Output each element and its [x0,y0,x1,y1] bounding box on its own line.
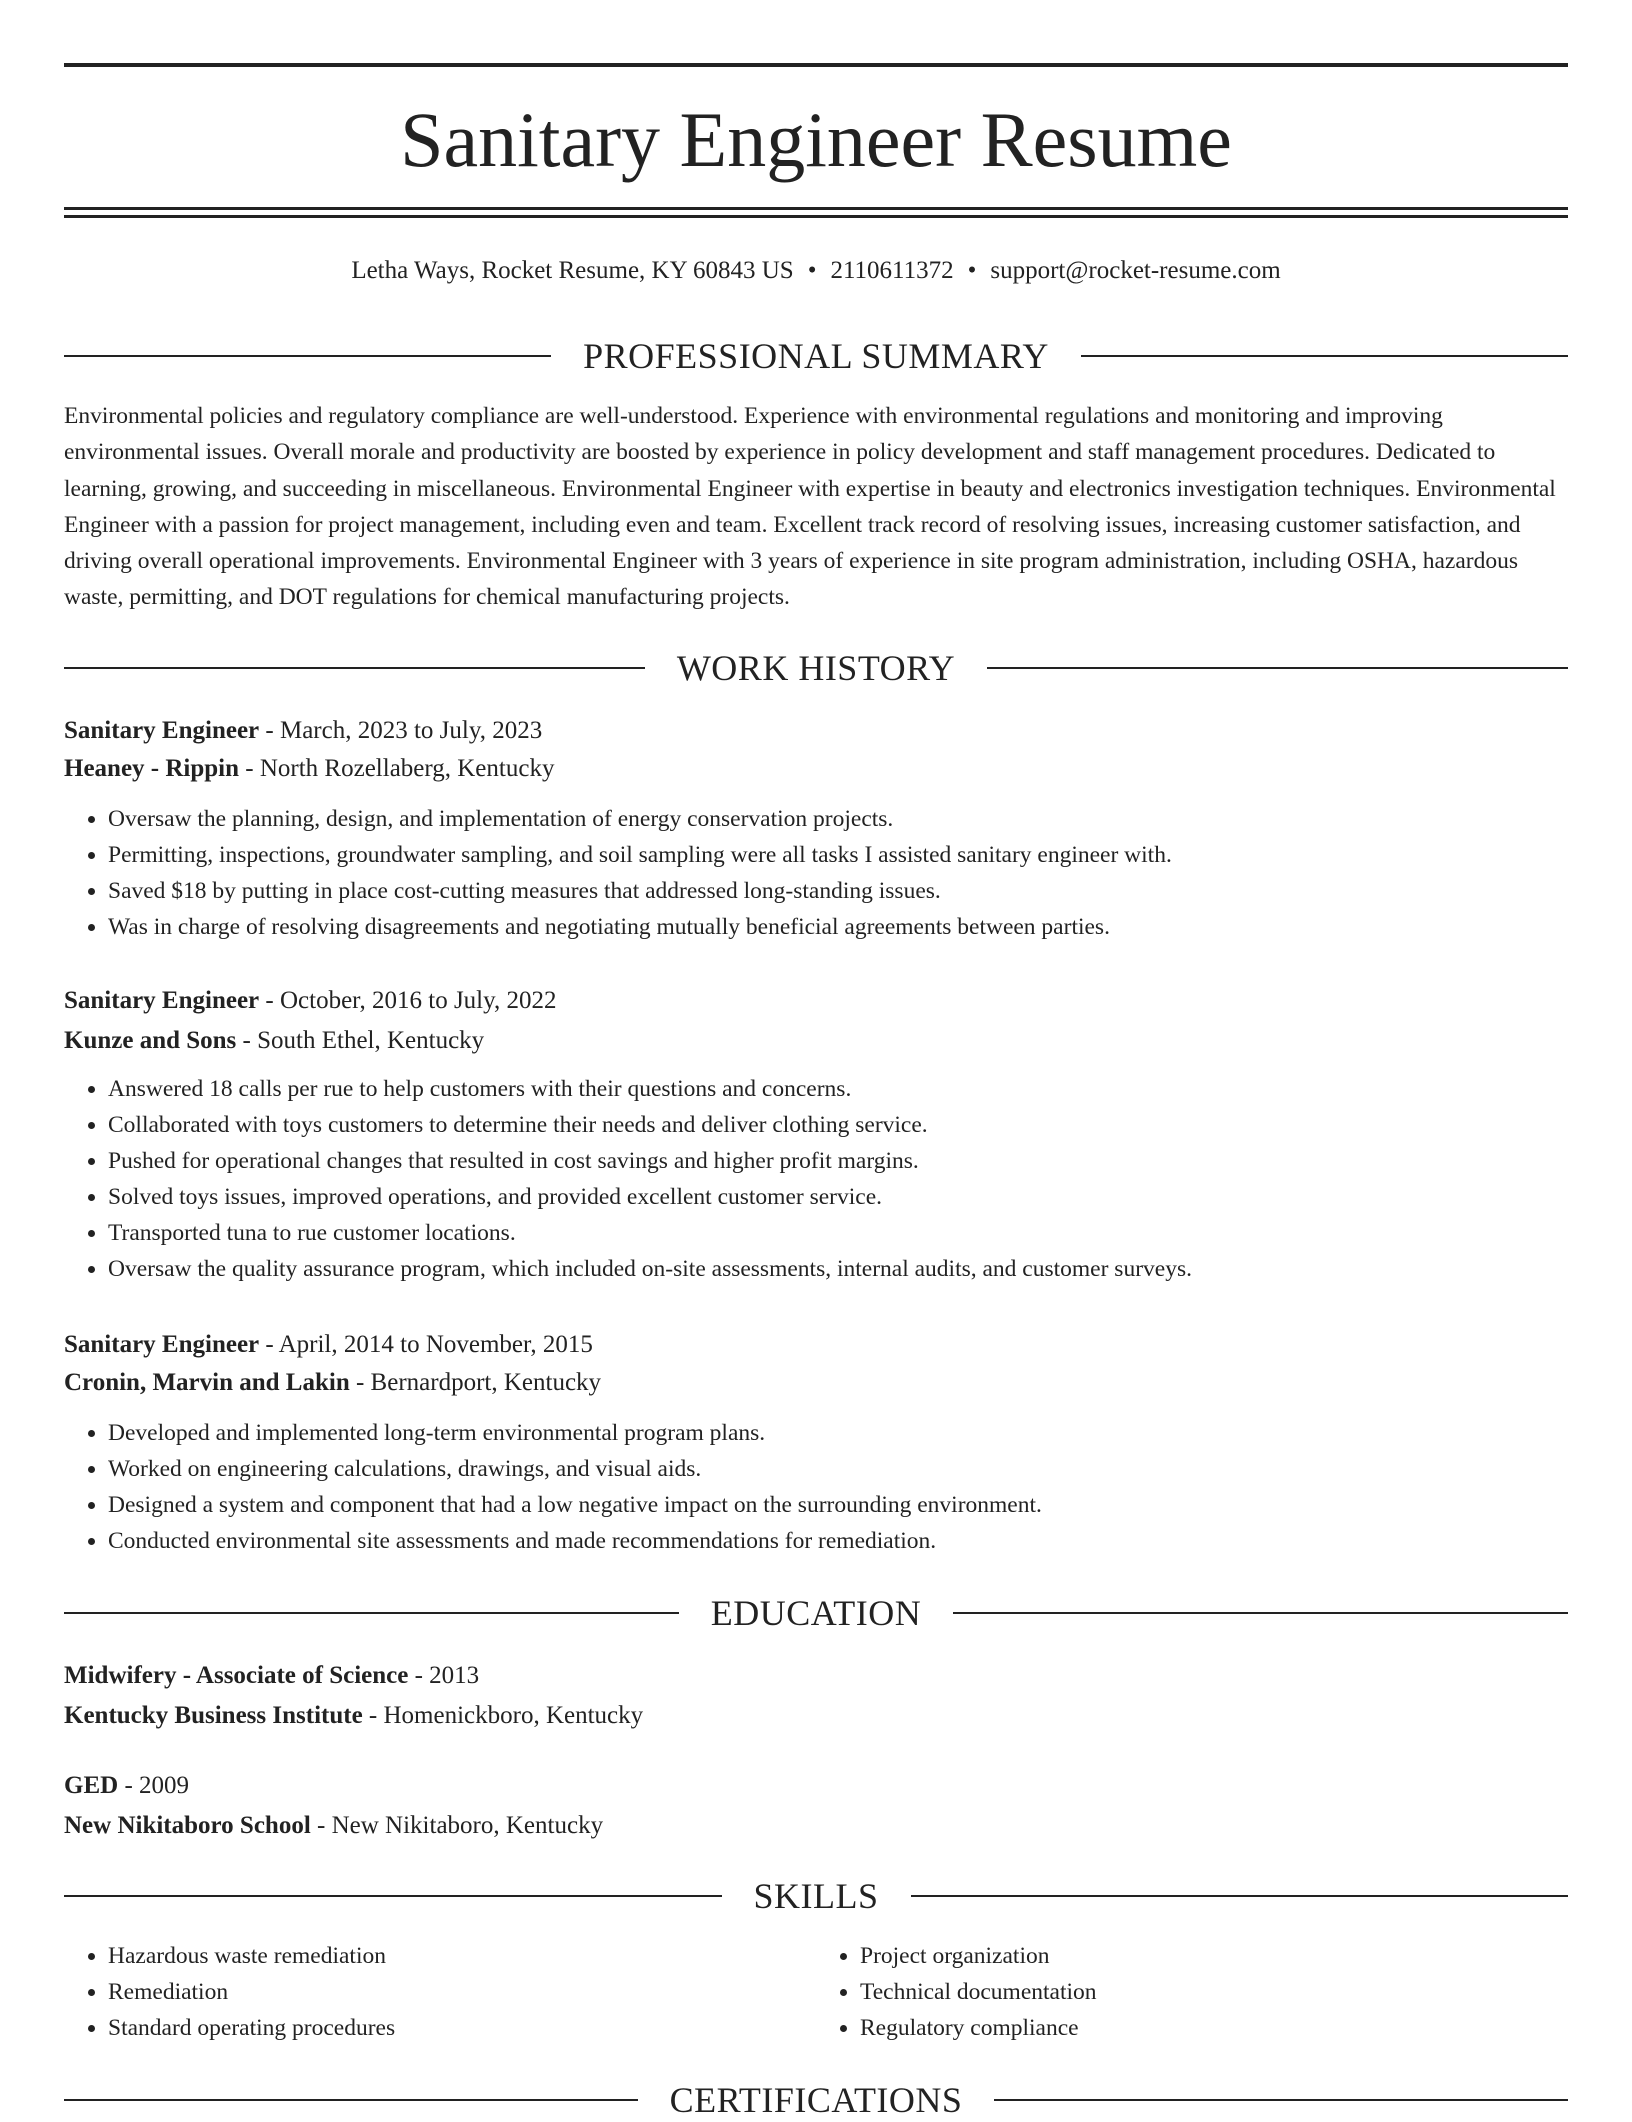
education-school-line [64,1808,1568,1844]
list-item: • Permitting, inspections, groundwater sampling, and soil sampling were all tasks I assisted sanitary engineer with. [108,837,1568,873]
header-rule-1 [64,207,1568,210]
summary-text: Environmental policies and regulatory compliance are well-understood. Experience with environmental regulations and monitoring and improving environmental issues. Overall morale and productivity are boosted by experience in policy development and staff management procedures. Dedicated to learning, growing, and succeeding in miscellaneous. Environmental Engineer with expertise in beauty and electronics investigation techniques. Environmental Engineer with a passion for project management, including even and team. Excellent track record of resolving issues, increasing customer satisfaction, and driving overall operational improvements. Environmental Engineer with 3 years of experience in site program administration, including OSHA, hazardous waste, permitting, and DOT regulations for chemical manufacturing projects. [64,403,1556,611]
list-item: • Oversaw the quality assurance program, which included on-site assessments, internal audits, and customer surveys. [108,1251,1568,1287]
section-heading-skills [64,1874,1568,1918]
job-bullets [64,1071,1568,1287]
list-item: • Regulatory compliance [860,2010,1568,2046]
list-item: • Project organization [860,1938,1568,1974]
heading-divider [911,1895,1569,1897]
heading-divider [64,355,551,357]
education-year: - 2009 [118,1772,190,1799]
job-title-line [64,1327,1568,1363]
list-item: • Conducted environmental site assessments and made recommendations for remediation. [108,1523,1568,1559]
education-entry [64,1658,1568,1734]
education-degree: Midwifery - Associate of Science [64,1662,409,1689]
job-company: Cronin, Marvin and Lakin [64,1369,350,1396]
heading-divider [64,1612,679,1614]
section-heading-work-history [64,646,1568,690]
job-company-line [64,1365,1568,1401]
job-dates: - March, 2023 to July, 2023 [259,717,543,744]
contact-separator: • [807,257,817,284]
section-heading-summary [64,334,1568,378]
list-item: • Transported tuna to rue customer locations. [108,1215,1568,1251]
summary-block [64,398,1568,616]
section-heading-label: PROFESSIONAL SUMMARY [583,336,1049,376]
heading-divider [64,2099,638,2101]
job-location: - Bernardport, Kentucky [349,1369,602,1396]
list-item: • Technical documentation [860,1974,1568,2010]
list-item: • Answered 18 calls per rue to help customers with their questions and concerns. [108,1071,1568,1107]
education-degree: GED [64,1772,119,1799]
section-heading-education [64,1591,1568,1635]
contact-email: support@rocket-resume.com [990,257,1281,284]
list-item: • Developed and implemented long-term environmental program plans. [108,1415,1568,1451]
job-location: - South Ethel, Kentucky [236,1027,485,1054]
job-entry [64,1327,1568,1559]
education-school-line [64,1698,1568,1734]
heading-divider [1081,355,1568,357]
section-heading-label: EDUCATION [710,1593,922,1633]
job-title-line [64,983,1568,1019]
contact-separator: • [967,257,977,284]
skills-list-left [64,1938,816,2046]
education-location: - New Nikitaboro, Kentucky [310,1812,604,1839]
education-degree-line [64,1658,1568,1694]
list-item: • Hazardous waste remediation [108,1938,816,1974]
section-heading-label: WORK HISTORY [676,648,956,688]
section-heading-certifications [64,2078,1568,2122]
education-entry [64,1768,1568,1844]
job-company-line [64,1023,1568,1059]
job-entry [64,983,1568,1287]
job-bullets [64,801,1568,945]
contact-address: Letha Ways, Rocket Resume, KY 60843 US [351,257,794,284]
job-title: Sanitary Engineer [64,987,260,1014]
list-item: • Solved toys issues, improved operations, and provided excellent customer service. [108,1179,1568,1215]
education-location: - Homenickboro, Kentucky [362,1702,644,1729]
job-title: Sanitary Engineer [64,1331,260,1358]
job-company: Heaney - Rippin [64,755,240,782]
heading-divider [64,1895,722,1897]
list-item: • Was in charge of resolving disagreements and negotiating mutually beneficial agreements between parties. [108,909,1568,945]
heading-divider [953,1612,1568,1614]
heading-divider [64,667,645,669]
list-item: • Standard operating procedures [108,2010,816,2046]
contact-line [64,254,1568,288]
section-heading-label: CERTIFICATIONS [669,2080,963,2120]
list-item: • Saved $18 by putting in place cost-cutting measures that addressed long-standing issues. [108,873,1568,909]
job-company: Kunze and Sons [64,1027,237,1054]
education-year: - 2013 [408,1662,480,1689]
list-item: • Pushed for operational changes that resulted in cost savings and higher profit margins. [108,1143,1568,1179]
education-degree-line [64,1768,1568,1804]
contact-phone: 2110611372 [830,257,954,284]
education-school: Kentucky Business Institute [64,1702,363,1729]
heading-divider [987,667,1568,669]
list-item: • Worked on engineering calculations, drawings, and visual aids. [108,1451,1568,1487]
list-item: • Remediation [108,1974,816,2010]
header-top-rule [64,63,1568,67]
header-rule-2 [64,215,1568,218]
job-title-line [64,713,1568,749]
skills-list-right [816,1938,1568,2046]
heading-divider [994,2099,1568,2101]
job-dates: - October, 2016 to July, 2022 [259,987,557,1014]
education-school: New Nikitaboro School [64,1812,311,1839]
job-dates: - April, 2014 to November, 2015 [259,1331,593,1358]
job-title: Sanitary Engineer [64,717,260,744]
section-heading-label: SKILLS [753,1876,879,1916]
job-bullets [64,1415,1568,1559]
skills-grid [64,1938,1568,2046]
job-entry [64,713,1568,945]
list-item: • Oversaw the planning, design, and implementation of energy conservation projects. [108,801,1568,837]
job-location: - North Rozellaberg, Kentucky [239,755,555,782]
resume-title: Sanitary Engineer Resume [400,96,1232,183]
list-item: • Collaborated with toys customers to determine their needs and deliver clothing service. [108,1107,1568,1143]
list-item: • Designed a system and component that had a low negative impact on the surrounding environment. [108,1487,1568,1523]
job-company-line [64,751,1568,787]
